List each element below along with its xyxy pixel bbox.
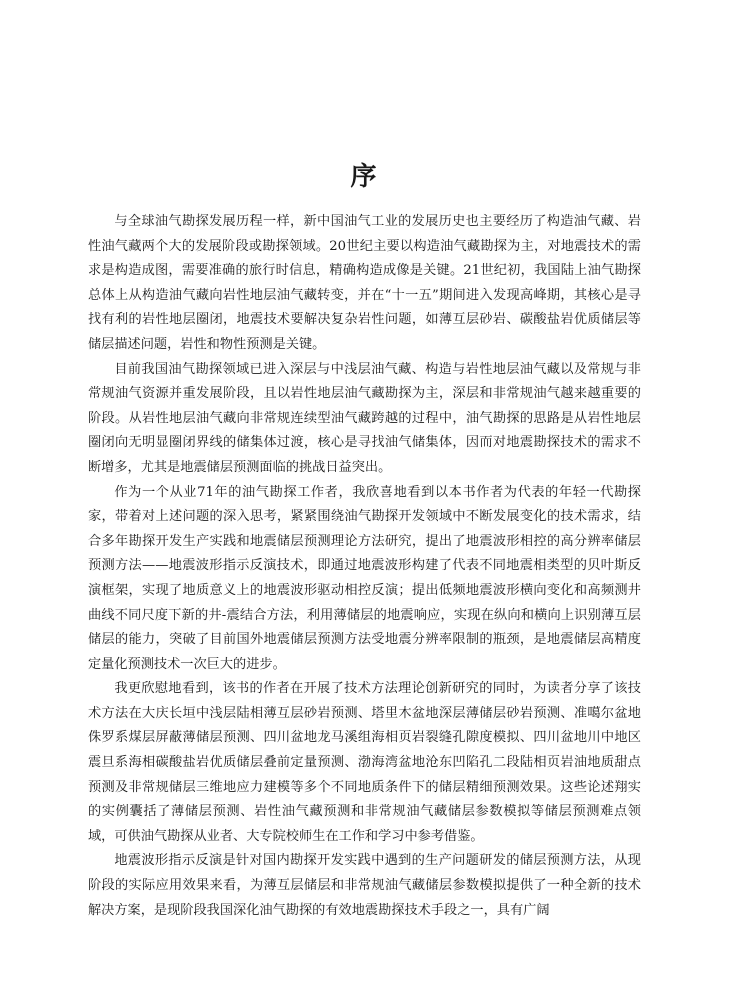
- paragraph-1: 与全球油气勘探发展历程一样，新中国油气工业的发展历史也主要经历了构造油气藏、岩性油气藏两个大的发展阶段或勘探领域。20世纪主要以构造油气藏勘探为主，对地震技术的需求是构造成图，需要准确的旅行时信息，精确构造成像是关键。21世纪初，我国陆上油气勘探总体上从构造油气藏向岩性地层油气藏转变，并在“十一五”期间进入发现高峰期，其核心是寻找有利的岩性地层圈闭，地震技术要解决复杂岩性问题，如薄互层砂岩、碳酸盐岩优质储层等储层描述问题，岩性和物性预测是关键。: [88, 214, 641, 352]
- page-title: 序: [350, 162, 379, 192]
- paragraph-2: 目前我国油气勘探领域已进入深层与中浅层油气藏、构造与岩性地层油气藏以及常规与非常规油气资源并重发展阶段，且以岩性地层油气藏勘探为主，深层和非常规油气越来越重要的阶段。从岩性地层油气藏向非常规连续型油气藏跨越的过程中，油气勘探的思路是从岩性地层圈闭向无明显圈闭界线的储集体过渡，核心是寻找油气储集体，因而对地震勘探技术的需求不断增多，尤其是地震储层预测面临的挑战日益突出。: [88, 361, 641, 475]
- preface-body: [88, 210, 641, 923]
- paragraph-4: 我更欣慰地看到，该书的作者在开展了技术方法理论创新研究的同时，为读者分享了该技术方法在大庆长垣中浅层陆相薄互层砂岩预测、塔里木盆地深层薄储层砂岩预测、准噶尔盆地侏罗系煤层屏蔽薄储层预测、四川盆地龙马溪组海相页岩裂缝孔隙度模拟、四川盆地川中地区震旦系海相碳酸盐岩优质储层叠前定量预测、渤海湾盆地沧东凹陷孔二段陆相页岩油地质甜点预测及非常规储层三维地应力建模等多个不同地质条件下的储层精细预测效果。这些论述翔实的实例囊括了薄储层预测、岩性油气藏预测和非常规油气藏储层参数模拟等储层预测难点领域，可供油气勘探从业者、大专院校师生在工作和学习中参考借鉴。: [88, 681, 641, 844]
- paragraph-3: 作为一个从业71年的油气勘探工作者，我欣喜地看到以本书作者为代表的年轻一代勘探家，带着对上述问题的深入思考，紧紧围绕油气勘探开发领域中不断发展变化的技术需求，结合多年勘探开发生产实践和地震储层预测理论方法研究，提出了地震波形相控的高分辨率储层预测方法——地震波形指示反演技术，即通过地震波形构建了代表不同地震相类型的贝叶斯反演框架，实现了地质意义上的地震波形驱动相控反演；提出低频地震波形横向变化和高频测井曲线不同尺度下新的井-震结合方法，利用薄储层的地震响应，实现在纵向和横向上识别薄互层储层的能力，突破了目前国外地震储层预测方法受地震分辨率限制的瓶颈，是地震储层高精度定量化预测技术一次巨大的进步。: [88, 484, 641, 672]
- paragraph-5: 地震波形指示反演是针对国内勘探开发实践中遇到的生产问题研发的储层预测方法，从现阶段的实际应用效果来看，为薄互层储层和非常规油气藏储层参数模拟提供了一种全新的技术解决方案，是现阶段我国深化油气勘探的有效地震勘探技术手段之一，具有广阔: [88, 853, 641, 918]
